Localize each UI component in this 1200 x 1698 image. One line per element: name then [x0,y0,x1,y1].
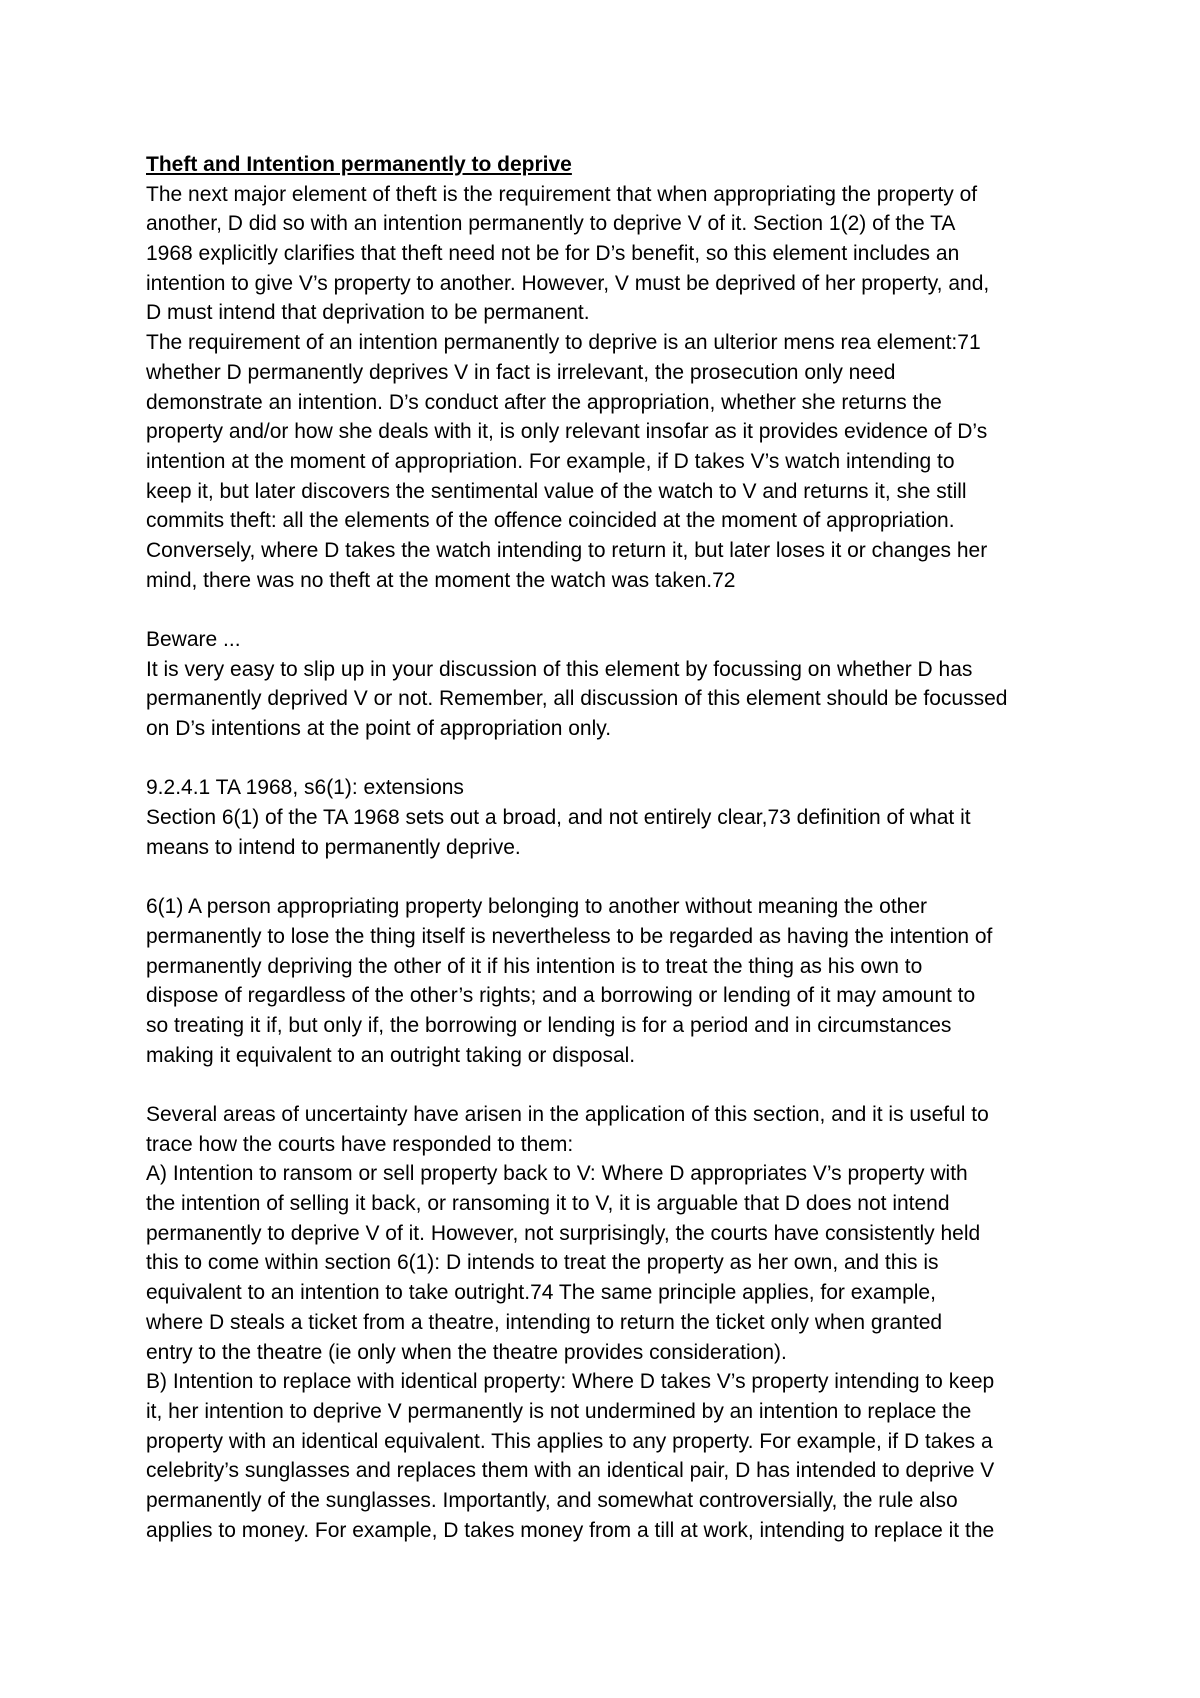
text-line: intention to give V’s property to another. However, V must be deprived of her property, and, [146,271,990,295]
text-line: on D’s intentions at the point of appropriation only. [146,717,612,741]
text-line: where D steals a ticket from a theatre, intending to return the ticket only when granted [146,1310,943,1334]
text-line: commits theft: all the elements of the offence coincided at the moment of appropriation. [146,509,955,533]
text-line: celebrity’s sunglasses and replaces them with an identical pair, D has intended to deprive V [146,1459,995,1483]
text-line: mind, there was no theft at the moment the watch was taken.72 [146,568,736,592]
spacer [146,744,1076,774]
text-line: applies to money. For example, D takes money from a till at work, intending to replace it the [146,1518,995,1542]
text-line: permanently depriving the other of it if his intention is to treat the thing as his own to [146,954,923,978]
text-line: property with an identical equivalent. This applies to any property. For example, if D takes a [146,1429,993,1453]
text-line: another, D did so with an intention permanently to deprive V of it. Section 1(2) of the TA [146,212,956,236]
text-line: whether D permanently deprives V in fact is irrelevant, the prosecution only need [146,360,896,384]
text-line: The requirement of an intention permanently to deprive is an ulterior mens rea element:71 [146,331,981,355]
text-line: demonstrate an intention. D’s conduct after the appropriation, whether she returns the [146,390,942,414]
spacer [146,1070,1076,1100]
document-title: Theft and Intention permanently to deprive [146,153,572,176]
text-line: permanently deprived V or not. Remember, all discussion of this element should be focussed [146,687,1008,711]
text-line: 1968 explicitly clarifies that theft need not be for D’s benefit, so this element includes an [146,242,960,266]
text-line: permanently of the sunglasses. Importantly, and somewhat controversially, the rule also [146,1488,958,1512]
paragraph-uncertainty [146,1100,1076,1545]
paragraph-mens-rea [146,328,1076,595]
text-line: so treating it if, but only if, the borrowing or lending is for a period and in circumstances [146,1013,952,1037]
statute-quote [146,892,1076,1070]
text-line: D must intend that deprivation to be permanent. [146,301,590,325]
text-line: Conversely, where D takes the watch intending to return it, but later loses it or changes her [146,538,988,562]
text-line: permanently to lose the thing itself is nevertheless to be regarded as having the intention of [146,924,993,948]
text-line: Several areas of uncertainty have arisen in the application of this section, and it is useful to [146,1103,989,1126]
document-page [146,150,1076,1545]
text-line: means to intend to permanently deprive. [146,835,521,859]
text-line: B) Intention to replace with identical property: Where D takes V’s property intending to keep [146,1370,995,1394]
text-line: property and/or how she deals with it, is only relevant insofar as it provides evidence of D’s [146,420,988,444]
paragraph-beware [146,655,1076,744]
text-line: it, her intention to deprive V permanently is not undermined by an intention to replace the [146,1399,972,1423]
text-line: the intention of selling it back, or ransoming it to V, it is arguable that D does not intend [146,1192,950,1216]
text-line: It is very easy to slip up in your discussion of this element by focussing on whether D has [146,657,973,681]
text-line: making it equivalent to an outright taking or disposal. [146,1043,636,1067]
spacer [146,595,1076,625]
text-line: A) Intention to ransom or sell property back to V: Where D appropriates V’s property with [146,1162,968,1186]
text-line: equivalent to an intention to take outright.74 The same principle applies, for example, [146,1281,936,1305]
text-line: intention at the moment of appropriation. For example, if D takes V’s watch intending to [146,449,955,473]
spacer [146,863,1076,893]
text-line: this to come within section 6(1): D intends to treat the property as her own, and this is [146,1251,939,1275]
text-line: keep it, but later discovers the sentimental value of the watch to V and returns it, she still [146,479,967,503]
text-line: The next major element of theft is the requirement that when appropriating the property of [146,182,978,206]
paragraph-section-intro [146,803,1076,862]
text-line: dispose of regardless of the other’s rights; and a borrowing or lending of it may amount to [146,984,976,1008]
beware-heading: Beware ... [146,628,241,651]
text-line: entry to the theatre (ie only when the theatre provides consideration). [146,1340,787,1364]
text-line: Section 6(1) of the TA 1968 sets out a broad, and not entirely clear,73 definition of what it [146,806,971,830]
paragraph-intro [146,180,1076,328]
section-heading: 9.2.4.1 TA 1968, s6(1): extensions [146,776,464,800]
text-line: trace how the courts have responded to them: [146,1132,574,1156]
text-line: 6(1) A person appropriating property belonging to another without meaning the other [146,895,928,919]
text-line: permanently to deprive V of it. However, not surprisingly, the courts have consistently held [146,1221,981,1245]
